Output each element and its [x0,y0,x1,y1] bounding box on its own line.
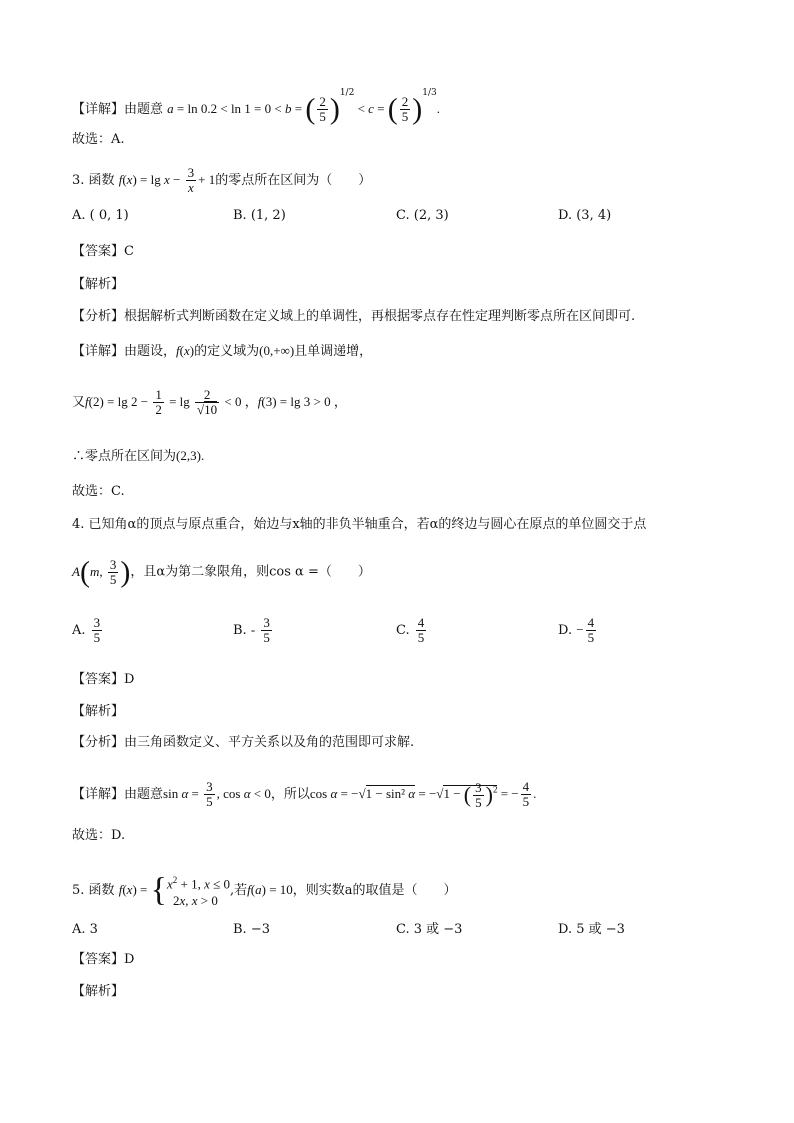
daan-tag: 【答案】 [72,952,125,967]
detail-lead: 由题意 [124,102,164,117]
q5-function: f(x) = { $x^2 + 1$, x ≤ 0 2x, x > 0 [118,871,230,909]
q4-answer [72,671,134,689]
q3-jiexi-tag: 【解析】 [72,277,125,292]
q3-analysis [72,308,635,326]
q5-num: 5. [72,883,85,899]
q3-line2-lead: 又 [72,395,86,410]
q3-stem [72,166,371,195]
q3-answer-value: C [124,244,134,259]
q5-stem-lead: 函数 [88,883,115,899]
q2-detail-math: a = ln 0.2 < ln 1 = 0 < b = ( $\frac{2}{5}$ )$^{1/2}$ < c = ( $\frac{2}{5}$ )$^{1/3}$. [167,88,441,126]
q4-option-d-label: D. [558,623,573,638]
q4-num: 4. [72,517,85,532]
xiangjie-tag: 【详解】 [72,344,125,359]
q3-choose: 故选：C. [72,484,125,499]
q4-stem-tail: ，且α为第二象限角，则cos α =（ ） [130,564,371,580]
fenxi-tag: 【分析】 [72,309,125,324]
q4-option-a: A. $\frac{3}{5}$ [72,615,101,645]
q5-answer-value: D [124,952,135,967]
q5-stem: 5. 函数 f(x) = { $x^2 + 1$, x ≤ 0 2x, x > 0 ,若f(a) = 10，则实数a的取值是（ ） [72,871,457,909]
q3-analysis-text: 根据解析式判断函数在定义域上的单调性，再根据零点存在性定理判断零点所在区间即可. [124,309,636,324]
q3-stem-lead: 函数 [88,173,115,188]
q5-option-a: A. 3 [72,922,98,937]
q4-stem-text: 已知角α的顶点与原点重合，始边与x轴的非负半轴重合，若α的终边与圆心在原点的单位圆交于点 [88,517,647,532]
q4-option-a-label: A. [72,623,86,638]
q4-analysis [72,734,414,752]
q4-option-c-label: C. [396,623,410,638]
xiangjie-tag: 【详解】 [72,102,125,117]
q4-choose: 故选：D. [72,828,126,843]
xiangjie-tag: 【详解】 [72,787,125,802]
q3-detail-tail: 且单调递增， [294,344,373,359]
q2-choose: 故选：A. [72,132,125,147]
q3-detail-lead: 由题设， [124,344,177,359]
fenxi-tag: 【分析】 [72,735,125,750]
q2-detail-line [72,84,440,125]
q3-option-b: B. (1, 2) [233,208,286,223]
q3-detail-line1: 【详解】由题设，f(x)的定义域为(0,+∞)且单调递增， [72,343,373,359]
q5-option-c: C. 3 或 −3 [396,922,463,937]
daan-tag: 【答案】 [72,672,125,687]
q5-option-d: D. 5 或 −3 [558,922,625,937]
q4-analysis-text: 由三角函数定义、平方关系以及角的范围即可求解. [124,735,415,750]
q4-detail-lead: 由题意 [124,787,164,802]
q5-option-b: B. −3 [233,922,270,937]
q4-option-b-label: B. [233,623,247,638]
q5-stem-mid: ,若 [230,883,248,899]
q4-option-d: D. − $\frac{4}{5}$ [558,615,595,645]
q4-option-c: C. $\frac{4}{5}$ [396,615,425,645]
q4-option-b: B. - $\frac{3}{5}$ [233,615,270,645]
q5-answer [72,951,134,969]
q3-domain: (0,+∞) [259,343,295,358]
q4-answer-value: D [124,672,135,687]
q3-therefore-interval: (2,3) [176,448,201,463]
q5-stem-tail: ，则实数a的取值是（ ） [292,883,457,899]
daan-tag: 【答案】 [72,244,125,259]
q5-jiexi-tag: 【解析】 [72,984,125,999]
q4-stem-line2 [72,557,371,587]
q3-num: 3. [72,173,85,188]
q3-option-d: D. (3, 4) [558,208,612,223]
q4-jiexi-tag: 【解析】 [72,704,125,719]
q4-detail-mid: ，所以 [270,787,310,802]
q4-point: A(m, $\frac{3}{5}$ ) [72,555,131,588]
q3-answer [72,243,134,261]
q3-stem-tail: 的零点所在区间为（ ） [215,173,372,188]
q4-detail: 【详解】由题意sin α = $\frac{3}{5}$ , cos α < 0，所以cos α = −√1 − sin² α = −√1 − ( $\frac{3}{5}$ )$^2$ = − $\frac{4}{5}$ . [72,779,537,810]
q3-detail-mid: 的定义域为 [194,344,260,359]
q3-option-c: C. (2, 3) [396,208,449,223]
q3-function: f(x) = lg x − $\frac{3}{x}$ + 1 [118,165,216,195]
q4-stem-line1 [72,516,646,534]
q3-therefore: ∴零点所在区间为(2,3). [72,448,205,464]
q3-option-a: A. ( 0, 1) [72,208,129,223]
q3-detail-line2: 又f(2) = lg 2 − $\frac{1}{2}$ = lg $\frac{2}{√10}$ < 0 ，f(3) = lg 3 > 0 ， [72,387,347,417]
q3-therefore-text: ∴零点所在区间为 [72,449,177,464]
